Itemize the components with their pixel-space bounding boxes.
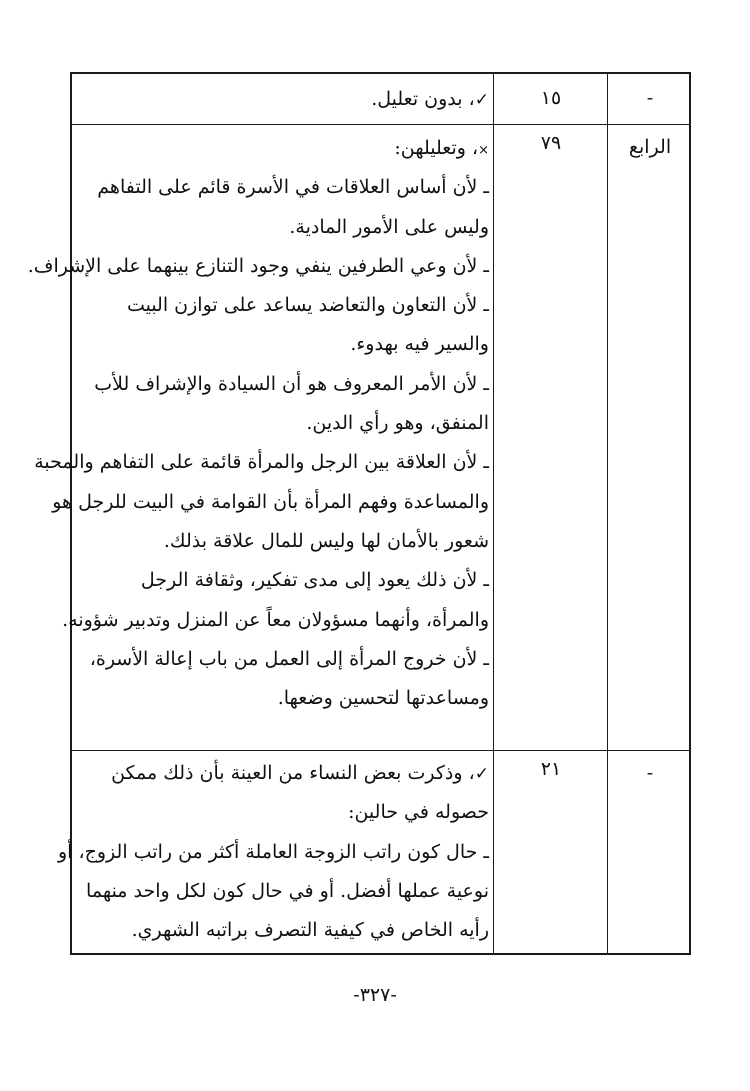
- text-line: رأيه الخاص في كيفية التصرف براتبه الشهري.: [131, 919, 489, 942]
- text-line: ـ لأن وعي الطرفين ينفي وجود التنازع بينهما على الإشراف.: [27, 254, 489, 277]
- text-line: ـ لأن العلاقة بين الرجل والمرأة قائمة على التفاهم والمحبة: [34, 451, 489, 474]
- row-label: -: [646, 762, 654, 784]
- row-count: ٧٩: [540, 132, 562, 154]
- row-count: ١٥: [540, 87, 562, 109]
- row-label: -: [646, 87, 654, 109]
- text-line: ـ لأن خروج المرأة إلى العمل من باب إعالة الأسرة،: [89, 647, 489, 670]
- text-line: والسير فيه بهدوء.: [350, 333, 489, 356]
- data-table: [27, 72, 691, 955]
- text-line: ومساعدتها لتحسين وضعها.: [277, 687, 489, 710]
- text-line: حصوله في حالين:: [348, 801, 489, 824]
- page-number: -٣٢٧-: [353, 984, 397, 1006]
- text-line: ـ لأن الأمر المعروف هو أن السيادة والإشراف للأب: [94, 372, 489, 395]
- row-text: [27, 129, 489, 718]
- text-line: ـ لأن أساس العلاقات في الأسرة قائم على التفاهم: [97, 176, 489, 199]
- text-line: المنفق، وهو رأي الدين.: [306, 412, 489, 435]
- text-line: والمساعدة وفهم المرأة بأن القوامة في البيت للرجل هو: [52, 490, 489, 513]
- row-count: ٢١: [540, 758, 562, 780]
- text-line: نوعية عملها أفضل. أو في حال كون لكل واحد منهما: [86, 879, 489, 902]
- column-divider: [493, 74, 494, 953]
- text-line: ـ حال كون راتب الزوجة العاملة أكثر من راتب الزوج، أو: [57, 840, 489, 863]
- row-divider: [72, 124, 689, 125]
- check-icon: ✓: [474, 764, 489, 784]
- cross-icon: ×: [478, 143, 489, 158]
- text-line: ✓، وذكرت بعض النساء من العينة بأن ذلك ممكن: [111, 762, 489, 784]
- column-divider: [607, 74, 608, 953]
- text-line: ـ لأن التعاون والتعاضد يساعد على توازن البيت: [126, 294, 489, 317]
- row-label: الرابع: [628, 136, 672, 158]
- text-line: والمرأة، وأنهما مسؤولان معاً عن المنزل وتدبير شؤونه.: [62, 608, 489, 631]
- row-text: [57, 754, 489, 950]
- text-line: وليس على الأمور المادية.: [289, 215, 489, 238]
- text-line: ×، وتعليلهن:: [394, 137, 489, 159]
- row-text: ✓، بدون تعليل.: [371, 88, 489, 110]
- row-divider: [72, 750, 689, 751]
- text-line: شعور بالأمان لها وليس للمال علاقة بذلك.: [163, 529, 489, 552]
- check-icon: ✓: [474, 90, 489, 110]
- text-line: ـ لأن ذلك يعود إلى مدى تفكير، وثقافة الرجل: [140, 569, 489, 592]
